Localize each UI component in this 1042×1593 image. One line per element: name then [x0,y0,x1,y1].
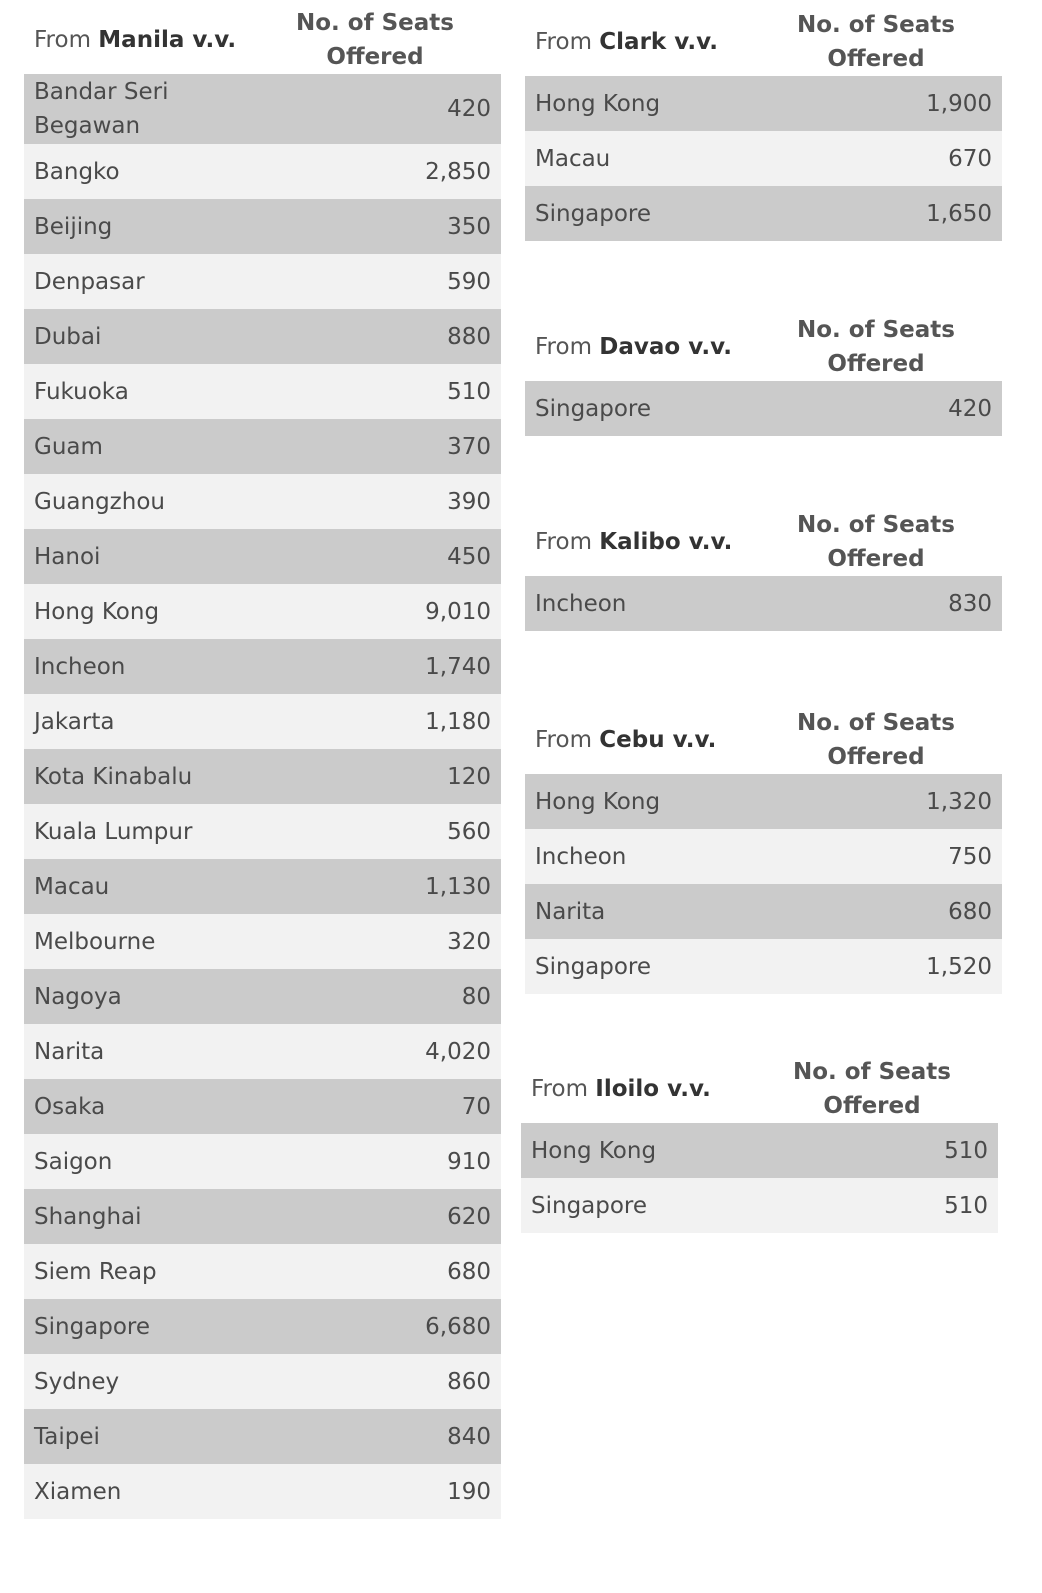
destination-city: Singapore [34,1313,151,1340]
seats-column-header: No. of Seats Offered [797,512,955,572]
kalibo-table [525,508,1002,631]
seats-value: 1,650 [926,200,992,227]
seats-value: 450 [447,543,491,570]
origin-label [535,529,732,555]
destination-city: Narita [535,898,606,925]
table-row [24,1299,501,1354]
seats-value: 9,010 [425,598,491,625]
destination-city: Siem Reap [34,1258,157,1285]
table-body [525,76,1002,241]
destination-city: Hong Kong [535,788,661,815]
origin-name: Cebu v.v. [599,727,717,753]
table-row [24,1189,501,1244]
destination-city: Bandar Seri Begawan [34,79,169,139]
destination-city: Incheon [535,843,627,870]
seats-value: 510 [944,1192,988,1219]
table-row [525,76,1002,131]
origin-name: Davao v.v. [599,334,732,360]
seats-value: 860 [447,1368,491,1395]
seats-value: 880 [447,323,491,350]
clark-table [525,8,1002,241]
table-row [24,639,501,694]
table-row [24,1024,501,1079]
destination-city: Beijing [34,213,113,240]
destination-city: Macau [535,145,611,172]
table-header [525,313,1002,381]
seats-column-header: No. of Seats Offered [797,317,955,377]
table-header [24,6,501,74]
seats-value: 1,740 [425,653,491,680]
table-row [525,884,1002,939]
table-row [24,309,501,364]
iloilo-table [521,1055,998,1233]
seats-value: 1,180 [425,708,491,735]
table-body [525,774,1002,994]
seats-value: 70 [461,1093,491,1120]
manila-table [24,6,501,1519]
origin-name: Manila v.v. [98,27,237,53]
seats-value: 750 [948,843,992,870]
destination-city: Bangko [34,158,120,185]
table-header [525,8,1002,76]
seats-value: 4,020 [425,1038,491,1065]
seats-value: 830 [948,590,992,617]
origin-name: Kalibo v.v. [599,529,733,555]
destination-city: Shanghai [34,1203,142,1230]
from-prefix: From [535,29,592,55]
from-prefix: From [34,27,91,53]
davao-table [525,313,1002,436]
table-row [24,419,501,474]
from-prefix: From [531,1076,588,1102]
origin-name: Clark v.v. [599,29,718,55]
from-prefix: From [535,529,592,555]
table-row [24,749,501,804]
destination-city: Guam [34,433,103,460]
destination-city: Osaka [34,1093,106,1120]
seats-value: 190 [447,1478,491,1505]
destination-city: Hanoi [34,543,101,570]
destination-city: Kuala Lumpur [34,818,193,845]
destination-city: Narita [34,1038,105,1065]
seats-value: 680 [447,1258,491,1285]
seats-value: 620 [447,1203,491,1230]
table-row [24,1464,501,1519]
seats-column-header: No. of Seats Offered [797,12,955,72]
destination-city: Kota Kinabalu [34,763,193,790]
table-row [24,804,501,859]
destination-city: Fukuoka [34,378,129,405]
seats-value: 420 [948,395,992,422]
table-row [521,1178,998,1233]
destination-city: Guangzhou [34,488,165,515]
table-row [521,1123,998,1178]
destination-city: Nagoya [34,983,122,1010]
table-row [24,254,501,309]
table-row [24,474,501,529]
destination-city: Hong Kong [531,1137,657,1164]
origin-label [535,727,716,753]
seats-value: 590 [447,268,491,295]
destination-city: Singapore [535,200,652,227]
from-prefix: From [535,334,592,360]
seats-column-header: No. of Seats Offered [793,1059,951,1119]
origin-name: Iloilo v.v. [595,1076,711,1102]
seats-column-header: No. of Seats Offered [797,710,955,770]
table-row [525,186,1002,241]
from-prefix: From [535,727,592,753]
table-row [24,74,501,144]
seats-value: 1,130 [425,873,491,900]
seats-value: 6,680 [425,1313,491,1340]
origin-label [535,334,732,360]
seats-value: 2,850 [425,158,491,185]
origin-label [535,29,718,55]
table-row [24,1079,501,1134]
table-row [24,1134,501,1189]
table-header [521,1055,998,1123]
seats-value: 910 [447,1148,491,1175]
table-body [521,1123,998,1233]
seats-value: 390 [447,488,491,515]
seats-value: 670 [948,145,992,172]
destination-city: Denpasar [34,268,145,295]
table-row [525,829,1002,884]
table-body [525,576,1002,631]
seats-value: 420 [447,96,491,122]
seats-value: 80 [461,983,491,1010]
table-row [24,969,501,1024]
destination-city: Jakarta [34,708,115,735]
table-row [24,859,501,914]
table-row [24,1409,501,1464]
seats-column-header: No. of Seats Offered [296,10,454,70]
seats-value: 1,900 [926,90,992,117]
destination-city: Taipei [34,1423,100,1450]
seats-value: 350 [447,213,491,240]
destination-city: Sydney [34,1368,120,1395]
seats-value: 840 [447,1423,491,1450]
destination-city: Singapore [535,953,652,980]
destination-city: Saigon [34,1148,113,1175]
table-row [24,914,501,969]
table-header [525,706,1002,774]
destination-city: Incheon [535,590,627,617]
seats-value: 680 [948,898,992,925]
seats-value: 510 [944,1137,988,1164]
seats-value: 1,320 [926,788,992,815]
table-row [525,131,1002,186]
table-row [24,694,501,749]
table-row [525,381,1002,436]
destination-city: Singapore [535,395,652,422]
seats-value: 320 [447,928,491,955]
table-row [24,144,501,199]
origin-label [531,1076,711,1102]
seats-value: 1,520 [926,953,992,980]
seats-value: 370 [447,433,491,460]
destination-city: Macau [34,873,110,900]
destination-city: Dubai [34,323,102,350]
table-row [24,529,501,584]
destination-city: Incheon [34,653,126,680]
table-row [525,576,1002,631]
destination-city: Xiamen [34,1478,122,1505]
seats-value: 120 [447,763,491,790]
seats-value: 560 [447,818,491,845]
table-row [525,774,1002,829]
destination-city: Hong Kong [535,90,661,117]
table-header [525,508,1002,576]
destination-city: Melbourne [34,928,156,955]
seats-value: 510 [447,378,491,405]
table-body [24,74,501,1519]
table-row [24,584,501,639]
destination-city: Hong Kong [34,598,160,625]
origin-label [34,27,236,53]
table-row [24,364,501,419]
table-row [24,1244,501,1299]
table-row [24,1354,501,1409]
cebu-table [525,706,1002,994]
table-row [525,939,1002,994]
table-body [525,381,1002,436]
table-row [24,199,501,254]
destination-city: Singapore [531,1192,648,1219]
